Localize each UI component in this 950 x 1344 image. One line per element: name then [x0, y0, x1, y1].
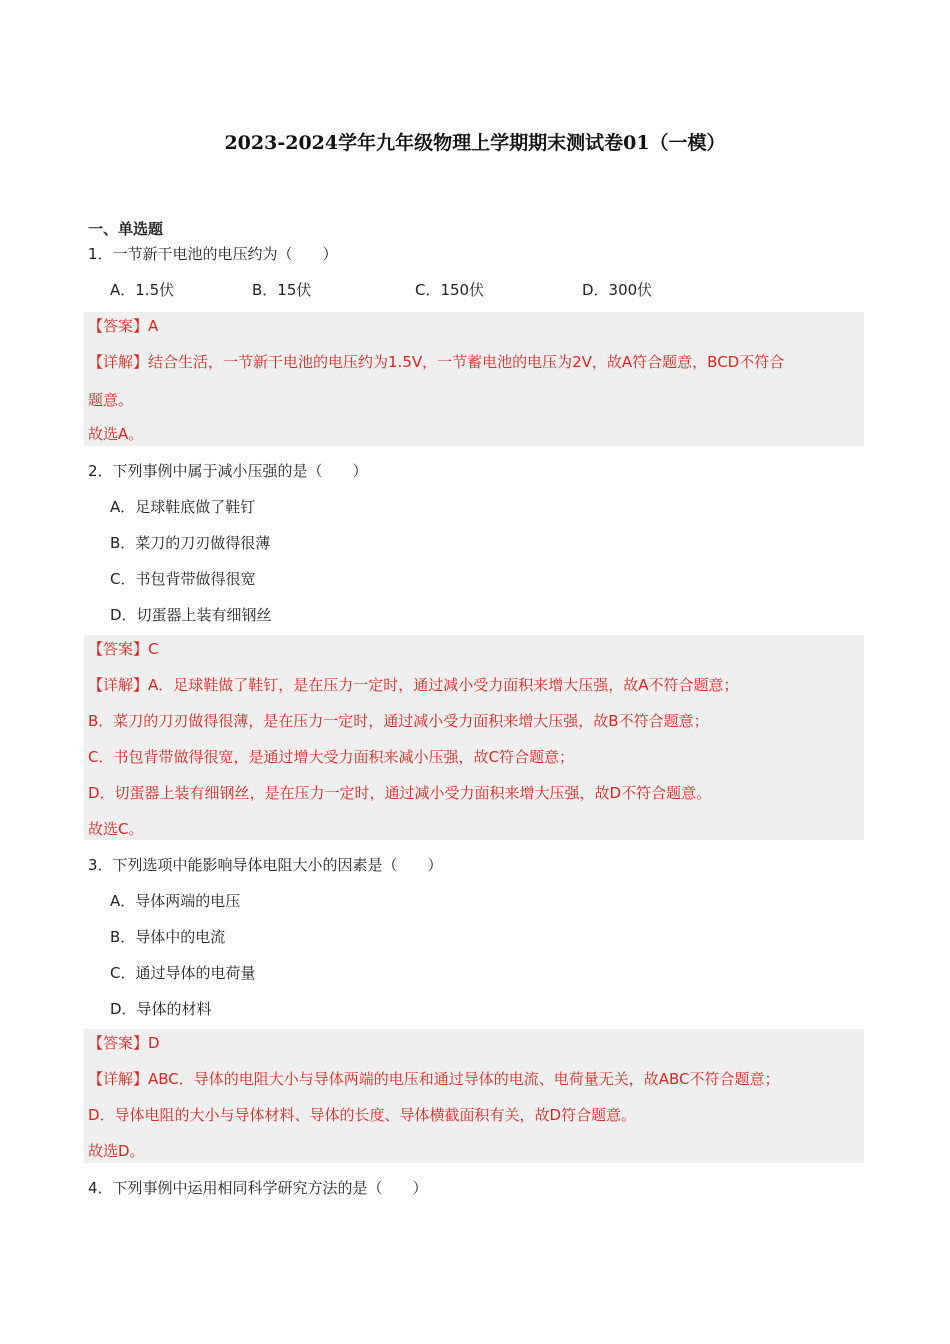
- q2-answer: 【答案】C: [88, 640, 159, 658]
- q2-stem: 2．下列事例中属于减小压强的是（ ）: [88, 462, 368, 480]
- page-title: 2023-2024学年九年级物理上学期期末测试卷01（一模）: [224, 132, 726, 154]
- q3-stem: 3．下列选项中能影响导体电阻大小的因素是（ ）: [88, 856, 443, 874]
- q3-conclusion: 故选D。: [88, 1142, 145, 1160]
- q3-detail-line-2: D．导体电阻的大小与导体材料、导体的长度、导体横截面积有关，故D符合题意。: [88, 1106, 637, 1124]
- q1-answer: 【答案】A: [88, 317, 159, 335]
- q3-detail-line-1: 【详解】ABC．导体的电阻大小与导体两端的电压和通过导体的电流、电荷量无关，故ABC不符合题意；: [88, 1070, 780, 1088]
- q2-detail-line-2: B．菜刀的刀刃做得很薄，是在压力一定时，通过减小受力面积来增大压强，故B不符合题意；: [88, 712, 709, 730]
- q2-detail-line-1: 【详解】A．足球鞋做了鞋钉，是在压力一定时，通过减小受力面积来增大压强，故A不符合题意；: [88, 676, 739, 694]
- q2-option-d: D．切蛋器上装有细钢丝: [110, 606, 272, 624]
- q3-answer: 【答案】D: [88, 1034, 160, 1052]
- section-heading: 一、单选题: [88, 220, 164, 238]
- q1-detail-line-1: 【详解】结合生活，一节新干电池的电压约为1.5V，一节蓄电池的电压为2V，故A符合题意，BCD不符合: [88, 353, 785, 371]
- q1-stem: 1．一节新干电池的电压约为（ ）: [88, 245, 338, 263]
- q2-option-c: C．书包背带做得很宽: [110, 570, 256, 588]
- q2-detail-line-4: D．切蛋器上装有细钢丝，是在压力一定时，通过减小受力面积来增大压强，故D不符合题意。: [88, 784, 712, 802]
- q3-option-c: C．通过导体的电荷量: [110, 964, 256, 982]
- q1-detail-line-2: 题意。: [88, 391, 134, 409]
- q3-option-b: B．导体中的电流: [110, 928, 226, 946]
- q2-answer-box: [84, 635, 864, 840]
- q2-detail-line-3: C．书包背带做得很宽，是通过增大受力面积来减小压强，故C符合题意；: [88, 748, 574, 766]
- q1-option-b: B．15伏: [252, 281, 312, 299]
- q2-conclusion: 故选C。: [88, 820, 144, 838]
- q1-answer-box: [84, 312, 864, 446]
- q3-option-d: D．导体的材料: [110, 1000, 212, 1018]
- q2-option-a: A．足球鞋底做了鞋钉: [110, 498, 256, 516]
- q1-option-d: D．300伏: [582, 281, 653, 299]
- q3-answer-box: [84, 1029, 864, 1163]
- q1-option-a: A．1.5伏: [110, 281, 175, 299]
- q2-option-b: B．菜刀的刀刃做得很薄: [110, 534, 271, 552]
- q3-option-a: A．导体两端的电压: [110, 892, 241, 910]
- q1-conclusion: 故选A。: [88, 425, 144, 443]
- q1-option-c: C．150伏: [415, 281, 485, 299]
- q4-stem: 4．下列事例中运用相同科学研究方法的是（ ）: [88, 1179, 428, 1197]
